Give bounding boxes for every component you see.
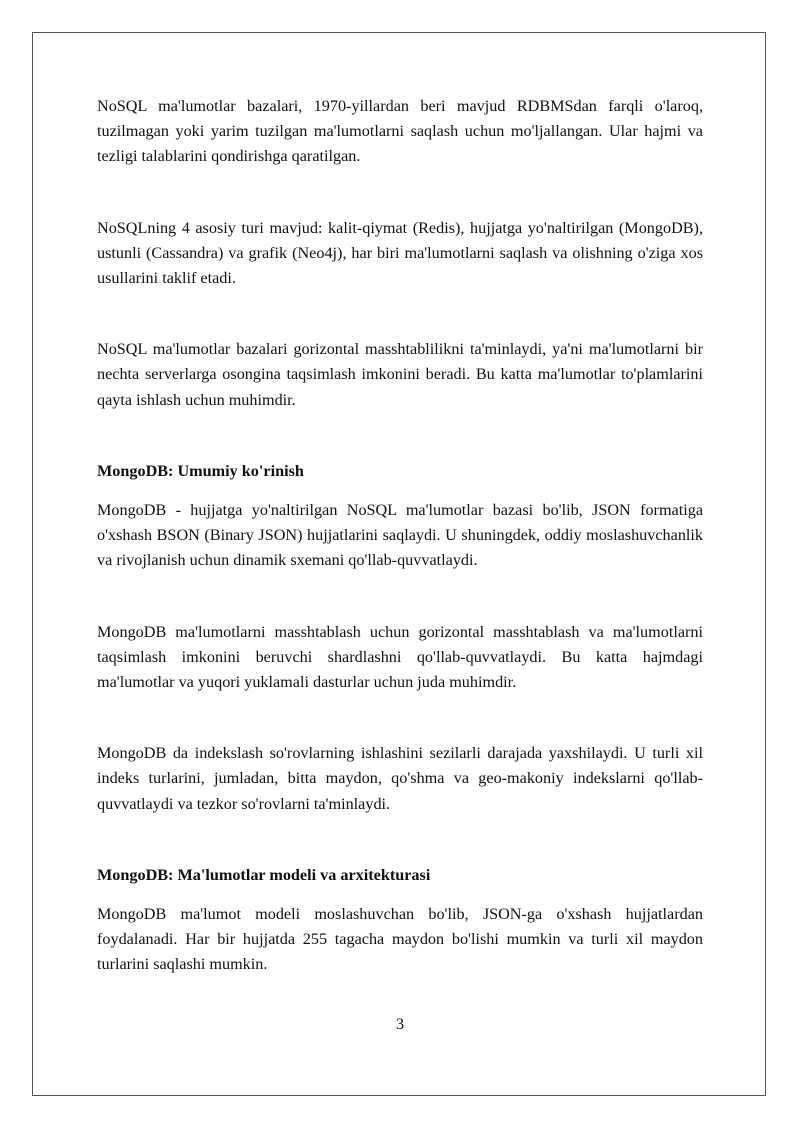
paragraph: MongoDB - hujjatga yo'naltirilgan NoSQL ma'lumotlar bazasi bo'lib, JSON formatiga o'xshash BSON (Binary JSON) hujjatlarini saqlaydi. U shuningdek, oddiy moslashuvchanlik va rivojlanish uchun dinamik sxemani qo'llab-quvvatlaydi. [97, 501, 703, 570]
section-heading-data-model: MongoDB: Ma'lumotlar modeli va arxitekturasi [97, 865, 431, 884]
section-heading-overview: MongoDB: Umumiy ko'rinish [97, 461, 304, 480]
paragraph: NoSQLning 4 asosiy turi mavjud: kalit-qiymat (Redis), hujjatga yo'naltirilgan (MongoDB), ustunli (Cassandra) va grafik (Neo4j), har biri ma'lumotlarni saqlash va olishning o'ziga xos usullarini taklif etadi. [97, 218, 703, 288]
page-number: 3 [395, 1015, 405, 1033]
page-content [97, 94, 703, 978]
paragraph: MongoDB ma'lumot modeli moslashuvchan bo'lib, JSON-ga o'xshash hujjatlardan foydalanadi. Har bir hujjatda 255 tagacha maydon bo'lishi mumkin va turli xil maydon turlarini saqlashi mumkin. [97, 905, 703, 974]
paragraph: NoSQL ma'lumotlar bazalari gorizontal masshtablilikni ta'minlaydi, ya'ni ma'lumotlarni bir nechta serverlarga osongina taqsimlash imkonini beradi. Bu katta ma'lumotlar to'plamlarini qayta ishlash uchun muhimdir. [97, 340, 703, 409]
paragraph: NoSQL ma'lumotlar bazalari, 1970-yillardan beri mavjud RDBMSdan farqli o'laroq, tuzilmagan yoki yarim tuzilgan ma'lumotlarni saqlash uchun mo'ljallangan. Ular hajmi va tezligi talablarini qondirishga qaratilgan. [97, 97, 703, 166]
paragraph: MongoDB ma'lumotlarni masshtablash uchun gorizontal masshtablash va ma'lumotlarni taqsimlash imkonini beruvchi shardlashni qo'llab-quvvatlaydi. Bu katta hajmdagi ma'lumotlar va yuqori yuklamali dasturlar uchun juda muhimdir. [97, 622, 703, 692]
paragraph: MongoDB da indekslash so'rovlarning ishlashini sezilarli darajada yaxshilaydi. U turli xil indeks turlarini, jumladan, bitta maydon, qo'shma va geo-makoniy indekslarni qo'llab-quvvatlaydi va tezkor so'rovlarni ta'minlaydi. [97, 744, 703, 813]
